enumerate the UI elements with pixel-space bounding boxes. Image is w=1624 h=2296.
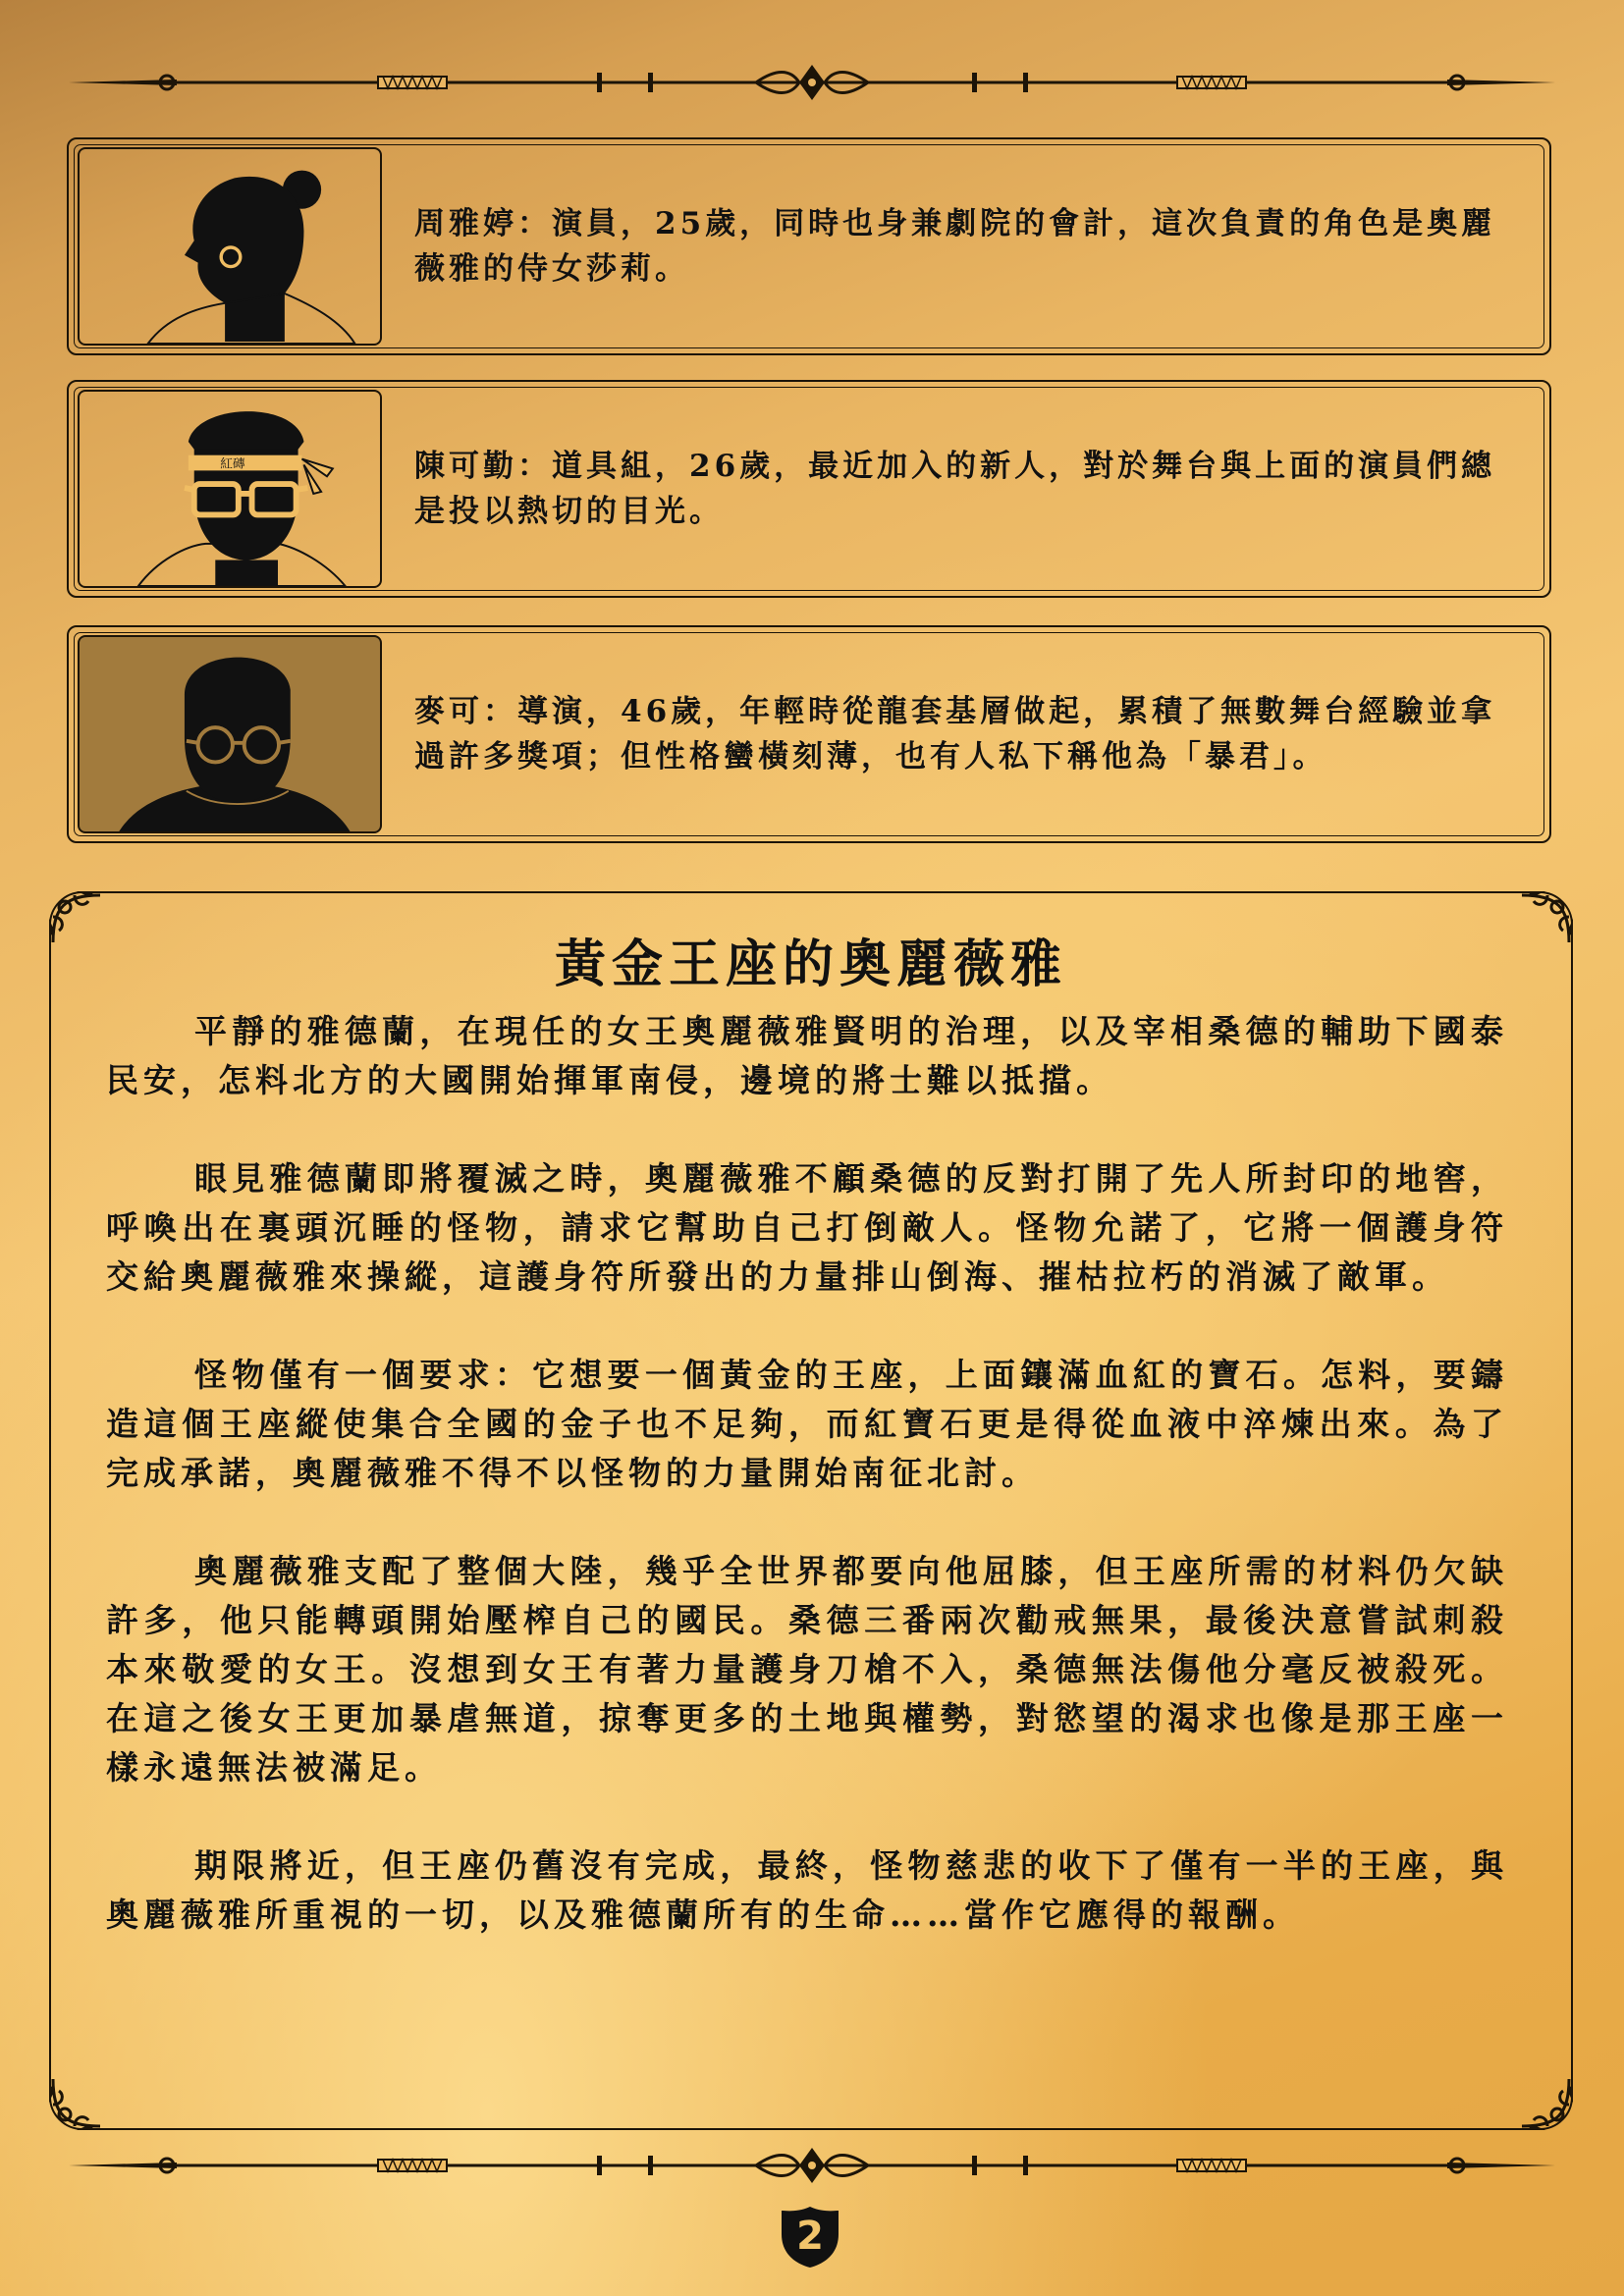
headband-text: 紅磚 bbox=[220, 456, 245, 472]
corner-flourish-icon bbox=[1514, 2071, 1577, 2134]
story-paragraph: 平靜的雅德蘭，在現任的女王奧麗薇雅賢明的治理，以及宰相桑德的輔助下國泰民安，怎料北方的大國開始揮軍南侵，邊境的將士難以抵擋。 bbox=[106, 1012, 1508, 1099]
character-description: 麥可：導演，46歲，年輕時從龍套基層做起，累積了無數舞台經驗並拿過許多獎項；但性格蠻橫刻薄，也有人私下稱他為「暴君」。 bbox=[414, 694, 1496, 774]
story-paragraph: 期限將近，但王座仍舊沒有完成，最終，怪物慈悲的收下了僅有一半的王座，與奧麗薇雅所重視的一切，以及雅德蘭所有的生命……當作它應得的報酬。 bbox=[106, 1846, 1508, 1934]
portrait-frame bbox=[78, 390, 382, 588]
woman-silhouette-icon bbox=[80, 149, 380, 344]
character-card bbox=[67, 137, 1551, 355]
page-number: 2 bbox=[796, 2214, 824, 2259]
story-paragraph: 怪物僅有一個要求：它想要一個黃金的王座，上面鑲滿血紅的寶石。怎料，要鑄造這個王座縱使集合全國的金子也不足夠，而紅寶石更是得從血液中淬煉出來。為了完成承諾，奧麗薇雅不得不以怪物的力量開始南征北討。 bbox=[106, 1356, 1508, 1492]
portrait-frame bbox=[78, 147, 382, 346]
bottom-ornament-divider bbox=[69, 2148, 1555, 2183]
story-frame bbox=[49, 891, 1573, 2130]
ornament-flourish-icon bbox=[69, 65, 1555, 100]
top-ornament-divider bbox=[69, 65, 1555, 100]
corner-flourish-icon bbox=[45, 2071, 108, 2134]
ornament-flourish-icon bbox=[69, 2148, 1555, 2183]
man-headband-glasses-silhouette-icon bbox=[80, 392, 380, 586]
story-paragraph: 奧麗薇雅支配了整個大陸，幾乎全世界都要向他屈膝，但王座所需的材料仍欠缺許多，他只能轉頭開始壓榨自己的國民。桑德三番兩次勸戒無果，最後決意嘗試刺殺本來敬愛的女王。沒想到女王有著力量護身刀槍不入，桑德無法傷他分毫反被殺死。在這之後女王更加暴虐無道，掠奪更多的土地與權勢，對慾望的渴求也像是那王座一樣永遠無法被滿足。 bbox=[106, 1552, 1508, 1787]
character-description: 陳可勤：道具組，26歲，最近加入的新人，對於舞台與上面的演員們總是投以熱切的目光。 bbox=[414, 449, 1496, 529]
story-body bbox=[106, 1007, 1508, 1940]
page-number-badge bbox=[778, 2205, 842, 2269]
story-title: 黃金王座的奧麗薇雅 bbox=[554, 934, 1067, 994]
character-card bbox=[67, 380, 1551, 598]
character-description: 周雅婷：演員，25歲，同時也身兼劇院的會計，這次負責的角色是奧麗薇雅的侍女莎莉。 bbox=[414, 206, 1496, 287]
story-paragraph: 眼見雅德蘭即將覆滅之時，奧麗薇雅不顧桑德的反對打開了先人所封印的地窖，呼喚出在裏頭沉睡的怪物，請求它幫助自己打倒敵人。怪物允諾了，它將一個護身符交給奧麗薇雅來操縱，這護身符所發出的力量排山倒海、摧枯拉朽的消滅了敵軍。 bbox=[106, 1159, 1508, 1296]
character-card bbox=[67, 625, 1551, 843]
portrait-frame bbox=[78, 635, 382, 833]
man-glasses-silhouette-icon bbox=[80, 637, 380, 831]
